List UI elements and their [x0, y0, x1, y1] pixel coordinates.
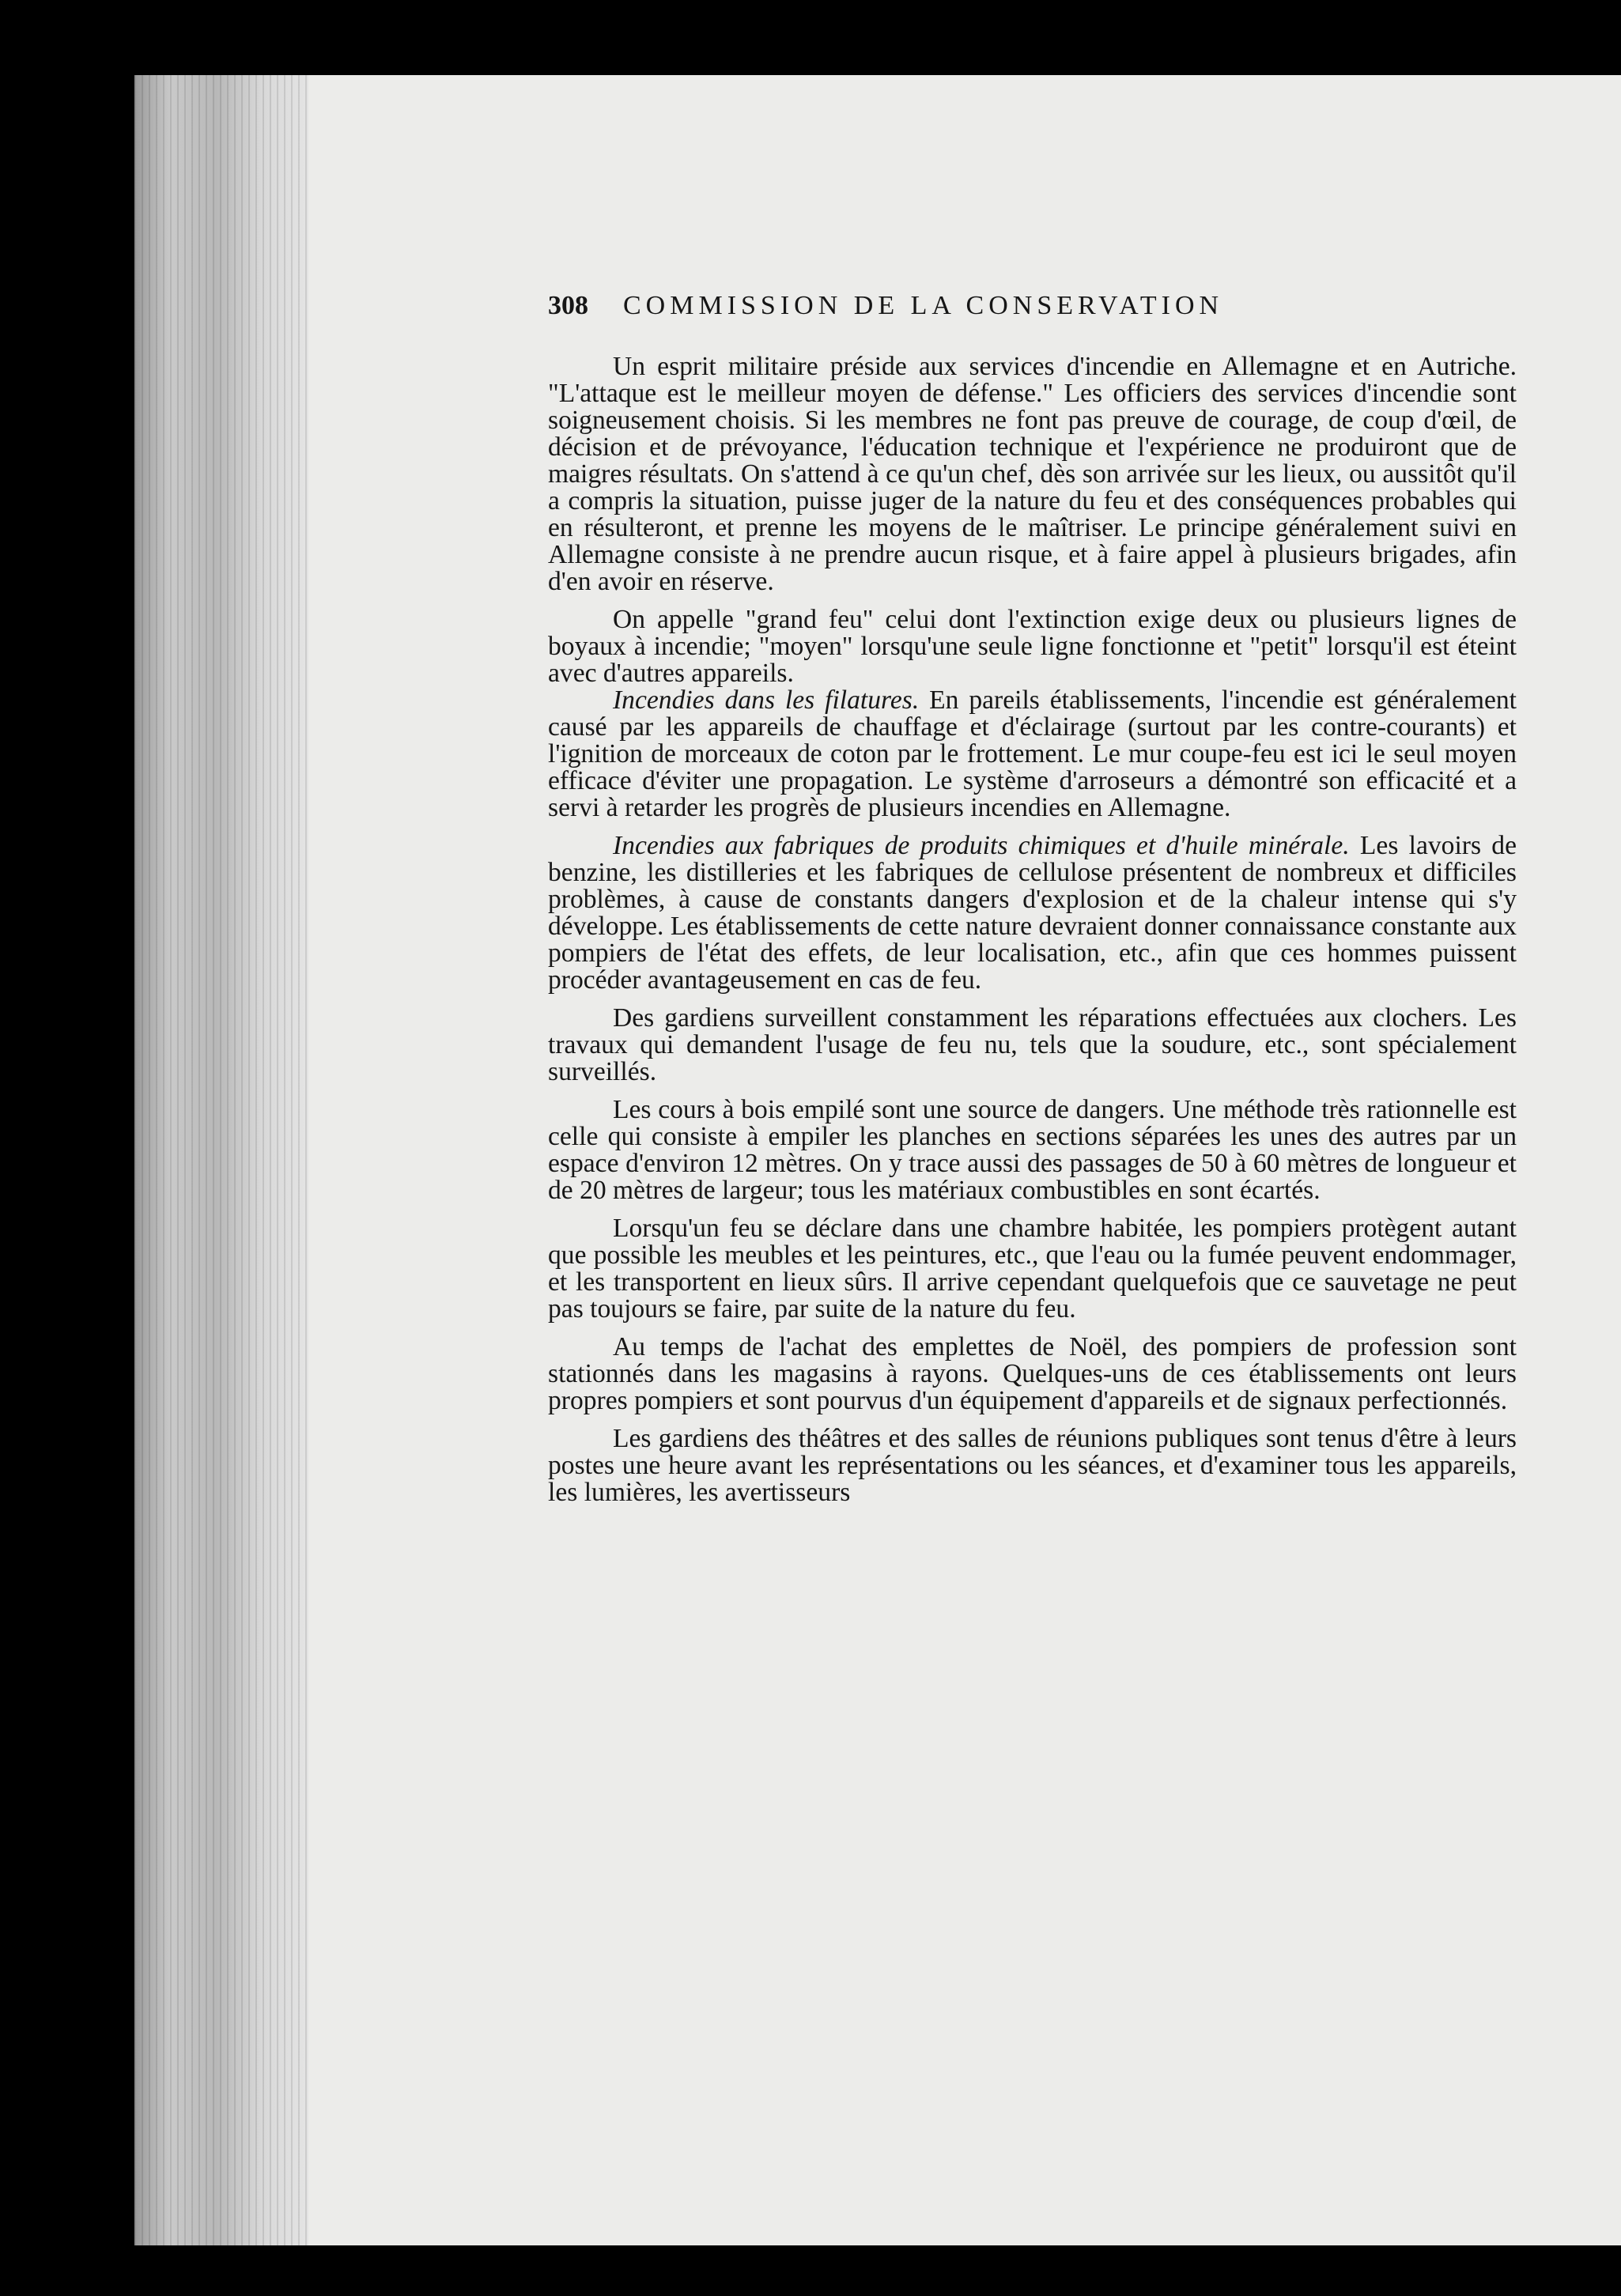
paragraph-text: Un esprit militaire préside aux services d'incendie en Allemagne et en Autriche. "L'attaque est le meilleur moyen de défense." Les officiers des services d'incendie sont soigneusement choisis. Si les membres ne font pas preuve de courage, de coup d'œil, de décision et de prévoyance, l'éducation technique et l'expérience ne produiront que de maigres résultats. On s'attend à ce qu'un chef, dès son arrivée sur les lieux, ou aussitôt qu'il a compris la situation, puisse juger de la nature du feu et des conséquences probables qui en résulteront, et prenne les moyens de le maîtriser. Le principe généralement suivi en Allemagne consiste à ne prendre aucun risque, et à faire appel à plusieurs brigades, afin d'en avoir en réserve.: [548, 352, 1517, 596]
running-title: COMMISSION DE LA CONSERVATION: [623, 291, 1224, 320]
paragraph: [548, 1097, 1517, 1204]
paragraph-text: On appelle "grand feu" celui dont l'extinction exige deux ou plusieurs lignes de boyaux à incendie; "moyen" lorsqu'une seule ligne fonctionne et "petit" lorsqu'il est éteint avec d'autres appareils.: [548, 605, 1517, 688]
paragraph-text: Lorsqu'un feu se déclare dans une chambre habitée, les pompiers protègent autant que possible les meubles et les peintures, etc., que l'eau ou la fumée peuvent endommager, et les transportent en lieux sûrs. Il arrive cependant quelquefois que ce sauvetage ne peut pas toujours se faire, par suite de la nature du feu.: [548, 1214, 1517, 1324]
paragraph: [548, 606, 1517, 687]
page-number: 308: [548, 291, 588, 320]
paragraph: [548, 353, 1517, 595]
paragraph-lead: Incendies aux fabriques de produits chimiques et d'huile minérale.: [613, 831, 1350, 860]
paragraph-text: Des gardiens surveillent constamment les réparations effectuées aux clochers. Les travaux qui demandent l'usage de feu nu, tels que la soudure, etc., sont spécialement surveillés.: [548, 1003, 1517, 1086]
paragraph: [548, 833, 1517, 994]
paragraph: [548, 1215, 1517, 1323]
paragraph: [548, 687, 1517, 821]
page-header: [548, 291, 1410, 330]
paragraph-text: Au temps de l'achat des emplettes de Noël, des pompiers de profession sont stationnés dans les magasins à rayons. Quelques-uns de ces établissements ont leurs propres pompiers et sont pourvus d'un équipement d'appareils et de signaux perfectionnés.: [548, 1332, 1517, 1415]
paragraph: [548, 1426, 1517, 1506]
body-text: [548, 353, 1517, 1506]
page-edge-lines: [134, 75, 316, 2245]
paragraph: [548, 1334, 1517, 1414]
paragraph-text: En pareils établissements, l'incendie est généralement causé par les appareils de chauffage et d'éclairage (surtout par les contre-courants) et l'ignition de morceaux de coton par le frottement. Le mur coupe-feu est ici le seul moyen efficace d'éviter une propagation. Le système d'arroseurs a démontré son efficacité et a servi à retarder les progrès de plusieurs incendies en Allemagne.: [548, 685, 1517, 822]
paragraph-text: Les lavoirs de benzine, les distilleries et les fabriques de cellulose présentent de nombreux et difficiles problèmes, à cause de constants dangers d'explosion et de la chaleur intense qui s'y développe. Les établissements de cette nature devraient donner connaissance constante aux pompiers de l'état des effets, de leur localisation, etc., afin que ces hommes puissent procéder avantageusement en cas de feu.: [548, 831, 1517, 995]
paragraph-lead: Incendies dans les filatures.: [613, 685, 920, 715]
paragraph-text: Les cours à bois empilé sont une source de dangers. Une méthode très rationnelle est celle qui consiste à empiler les planches en sections séparées les unes des autres par un espace d'environ 12 mètres. On y trace aussi des passages de 50 à 60 mètres de longueur et de 20 mètres de largeur; tous les matériaux combustibles en sont écartés.: [548, 1095, 1517, 1205]
paragraph-text: Les gardiens des théâtres et des salles de réunions publiques sont tenus d'être à leurs postes une heure avant les représentations ou les séances, et d'examiner tous les appareils, les lumières, les avertisseurs: [548, 1424, 1517, 1507]
paragraph: [548, 1005, 1517, 1086]
